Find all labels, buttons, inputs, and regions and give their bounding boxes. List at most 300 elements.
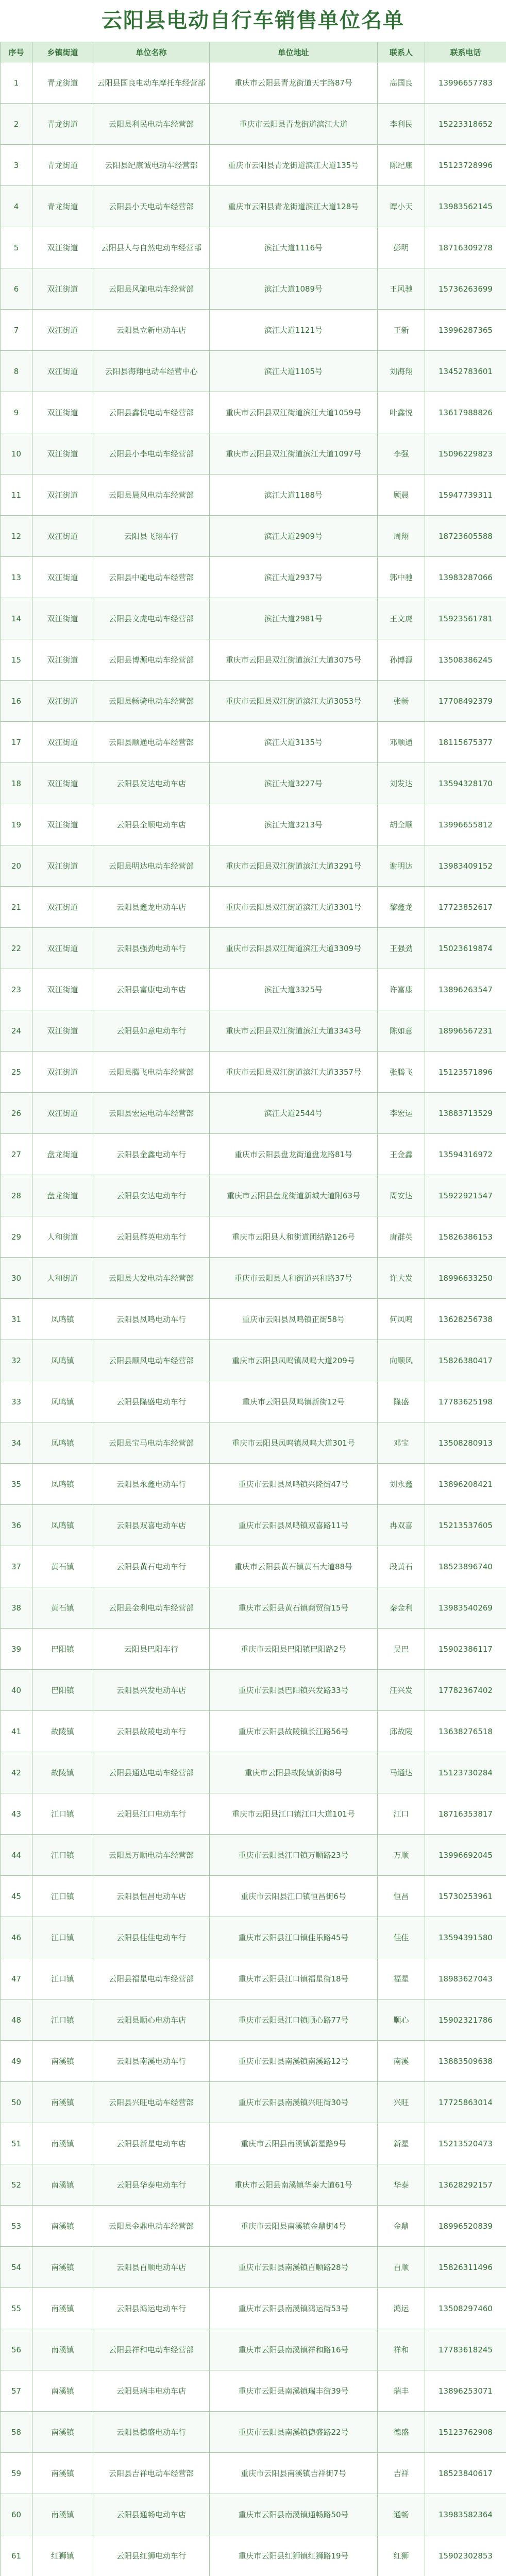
row-phone: 18523896740	[425, 1546, 506, 1587]
row-seq: 13	[1, 557, 32, 598]
table-row	[1, 1093, 506, 1134]
row-town: 盘龙街道	[32, 1134, 93, 1175]
row-seq: 59	[1, 2453, 32, 2494]
row-dealer-name: 云阳县南溪电动车行	[93, 2041, 210, 2082]
table-row	[1, 1711, 506, 1752]
header-col-phone: 联系电话	[425, 42, 506, 62]
table-row	[1, 1258, 506, 1299]
table-row	[1, 598, 506, 639]
row-phone: 17783618245	[425, 2329, 506, 2370]
row-address: 重庆市云阳县人和街道团结路126号	[210, 1216, 378, 1258]
row-phone: 13452783601	[425, 351, 506, 392]
row-address: 重庆市云阳县南溪镇瑞丰街39号	[210, 2370, 378, 2412]
row-town: 江口镇	[32, 1876, 93, 1917]
row-seq: 11	[1, 474, 32, 516]
row-town: 南溪镇	[32, 2041, 93, 2082]
table-row	[1, 62, 506, 104]
row-dealer-name: 云阳县隆盛电动车行	[93, 1381, 210, 1422]
row-contact: 周翔	[378, 516, 425, 557]
row-seq: 19	[1, 804, 32, 845]
row-town: 青龙街道	[32, 145, 93, 186]
row-address: 重庆市云阳县南溪镇华泰大道61号	[210, 2164, 378, 2206]
row-phone: 13983287066	[425, 557, 506, 598]
row-contact: 恒昌	[378, 1876, 425, 1917]
row-seq: 22	[1, 928, 32, 969]
row-phone: 13883713529	[425, 1093, 506, 1134]
row-phone: 13996655812	[425, 804, 506, 845]
row-contact: 段黄石	[378, 1546, 425, 1587]
row-contact: 顾晨	[378, 474, 425, 516]
row-address: 滨江大道1121号	[210, 310, 378, 351]
row-contact: 刘永鑫	[378, 1464, 425, 1505]
row-phone: 13638276518	[425, 1711, 506, 1752]
row-seq: 55	[1, 2288, 32, 2329]
table-row	[1, 1917, 506, 1958]
row-seq: 50	[1, 2082, 32, 2123]
row-dealer-name: 云阳县强劲电动车行	[93, 928, 210, 969]
row-seq: 56	[1, 2329, 32, 2370]
row-contact: 彭明	[378, 227, 425, 268]
row-dealer-name: 云阳县红狮电动车行	[93, 2535, 210, 2576]
row-town: 双江街道	[32, 804, 93, 845]
row-town: 双江街道	[32, 516, 93, 557]
row-address: 重庆市云阳县江口镇福星街18号	[210, 1958, 378, 1999]
table-row	[1, 681, 506, 722]
row-town: 南溪镇	[32, 2288, 93, 2329]
table-row	[1, 763, 506, 804]
row-address: 滨江大道2544号	[210, 1093, 378, 1134]
header-col-name: 单位名称	[93, 42, 210, 62]
row-town: 双江街道	[32, 598, 93, 639]
row-address: 重庆市云阳县凤鸣镇凤鸣大道301号	[210, 1422, 378, 1464]
header-col-town: 乡镇街道	[32, 42, 93, 62]
row-phone: 18996567231	[425, 1010, 506, 1052]
row-dealer-name: 云阳县福星电动车经营部	[93, 1958, 210, 1999]
row-seq: 39	[1, 1629, 32, 1670]
row-seq: 28	[1, 1175, 32, 1216]
row-town: 双江街道	[32, 474, 93, 516]
row-town: 南溪镇	[32, 2082, 93, 2123]
table-row	[1, 433, 506, 474]
table-row	[1, 2288, 506, 2329]
row-seq: 6	[1, 268, 32, 310]
row-phone: 17725863014	[425, 2082, 506, 2123]
table-row	[1, 2535, 506, 2576]
row-town: 双江街道	[32, 681, 93, 722]
row-phone: 13594328170	[425, 763, 506, 804]
row-town: 双江街道	[32, 928, 93, 969]
row-dealer-name: 云阳县永鑫电动车行	[93, 1464, 210, 1505]
row-town: 黄石镇	[32, 1546, 93, 1587]
row-address: 滨江大道3325号	[210, 969, 378, 1010]
table-row	[1, 1134, 506, 1175]
table-row	[1, 2164, 506, 2206]
row-address: 重庆市云阳县双江街道滨江大道3075号	[210, 639, 378, 681]
row-address: 重庆市云阳县南溪镇兴旺街30号	[210, 2082, 378, 2123]
row-contact: 王强劲	[378, 928, 425, 969]
row-seq: 14	[1, 598, 32, 639]
row-town: 人和街道	[32, 1258, 93, 1299]
row-town: 双江街道	[32, 1010, 93, 1052]
row-phone: 15736263699	[425, 268, 506, 310]
row-address: 重庆市云阳县故陵镇新街8号	[210, 1752, 378, 1793]
table-row	[1, 969, 506, 1010]
row-dealer-name: 云阳县文虎电动车经营部	[93, 598, 210, 639]
row-phone: 15023619874	[425, 928, 506, 969]
row-seq: 18	[1, 763, 32, 804]
row-address: 重庆市云阳县凤鸣镇兴隆街47号	[210, 1464, 378, 1505]
table-row	[1, 2494, 506, 2535]
row-address: 重庆市云阳县双江街道滨江大道1097号	[210, 433, 378, 474]
row-town: 双江街道	[32, 722, 93, 763]
row-dealer-name: 云阳县立新电动车店	[93, 310, 210, 351]
row-address: 重庆市云阳县双江街道滨江大道3343号	[210, 1010, 378, 1052]
row-phone: 13983540269	[425, 1587, 506, 1629]
row-seq: 15	[1, 639, 32, 681]
row-town: 江口镇	[32, 1835, 93, 1876]
row-contact: 鸿运	[378, 2288, 425, 2329]
row-seq: 5	[1, 227, 32, 268]
row-dealer-name: 云阳县宏运电动车经营部	[93, 1093, 210, 1134]
table-row	[1, 1546, 506, 1587]
table-row	[1, 1505, 506, 1546]
row-dealer-name: 云阳县畅骑电动车经营部	[93, 681, 210, 722]
row-seq: 9	[1, 392, 32, 433]
row-town: 双江街道	[32, 887, 93, 928]
row-town: 双江街道	[32, 310, 93, 351]
row-address: 重庆市云阳县巴阳镇巴阳路2号	[210, 1629, 378, 1670]
row-town: 黄石镇	[32, 1587, 93, 1629]
table-row	[1, 639, 506, 681]
row-dealer-name: 云阳县大发电动车经营部	[93, 1258, 210, 1299]
table-row	[1, 1752, 506, 1793]
row-phone: 13983409152	[425, 845, 506, 887]
row-seq: 33	[1, 1381, 32, 1422]
row-phone: 17783625198	[425, 1381, 506, 1422]
row-contact: 王金鑫	[378, 1134, 425, 1175]
row-contact: 江口	[378, 1793, 425, 1835]
row-contact: 冉双喜	[378, 1505, 425, 1546]
table-row	[1, 928, 506, 969]
row-town: 南溪镇	[32, 2370, 93, 2412]
table-row	[1, 310, 506, 351]
row-contact: 德盛	[378, 2412, 425, 2453]
row-contact: 王文虎	[378, 598, 425, 639]
row-dealer-name: 云阳县凤鸣电动车行	[93, 1299, 210, 1340]
row-dealer-name: 云阳县纪康诚电动车经营部	[93, 145, 210, 186]
row-address: 重庆市云阳县双江街道滨江大道3357号	[210, 1052, 378, 1093]
row-phone: 15223318652	[425, 104, 506, 145]
row-address: 滨江大道1116号	[210, 227, 378, 268]
row-phone: 15902386117	[425, 1629, 506, 1670]
row-seq: 30	[1, 1258, 32, 1299]
row-phone: 17708492379	[425, 681, 506, 722]
row-phone: 15096229823	[425, 433, 506, 474]
row-address: 重庆市云阳县南溪镇祥和路16号	[210, 2329, 378, 2370]
row-contact: 万顺	[378, 1835, 425, 1876]
row-dealer-name: 云阳县国良电动车摩托车经营部	[93, 62, 210, 104]
table-row	[1, 1793, 506, 1835]
row-town: 巴阳镇	[32, 1629, 93, 1670]
row-address: 重庆市云阳县南溪镇德盛路22号	[210, 2412, 378, 2453]
row-contact: 邓顺通	[378, 722, 425, 763]
row-contact: 许大发	[378, 1258, 425, 1299]
row-seq: 38	[1, 1587, 32, 1629]
header-row	[1, 42, 506, 62]
table-row	[1, 1876, 506, 1917]
row-town: 双江街道	[32, 557, 93, 598]
row-town: 双江街道	[32, 227, 93, 268]
row-town: 红狮镇	[32, 2535, 93, 2576]
row-contact: 瑞丰	[378, 2370, 425, 2412]
row-address: 滨江大道2937号	[210, 557, 378, 598]
row-address: 滨江大道3135号	[210, 722, 378, 763]
row-address: 重庆市云阳县南溪镇金鼎街4号	[210, 2206, 378, 2247]
table-row	[1, 516, 506, 557]
row-phone: 15123728996	[425, 145, 506, 186]
row-seq: 25	[1, 1052, 32, 1093]
row-phone: 13628256738	[425, 1299, 506, 1340]
row-address: 重庆市云阳县江口镇顺心路77号	[210, 1999, 378, 2041]
row-dealer-name: 云阳县海翔电动车经营中心	[93, 351, 210, 392]
row-contact: 汪兴发	[378, 1670, 425, 1711]
table-row	[1, 1999, 506, 2041]
row-seq: 43	[1, 1793, 32, 1835]
row-address: 重庆市云阳县青龙街道滨江大道	[210, 104, 378, 145]
row-town: 江口镇	[32, 1999, 93, 2041]
row-town: 南溪镇	[32, 2164, 93, 2206]
row-phone: 13628292157	[425, 2164, 506, 2206]
row-address: 重庆市云阳县南溪镇新星路9号	[210, 2123, 378, 2164]
row-contact: 向顺风	[378, 1340, 425, 1381]
row-phone: 13996692045	[425, 1835, 506, 1876]
row-address: 重庆市云阳县双江街道滨江大道3053号	[210, 681, 378, 722]
row-address: 重庆市云阳县凤鸣镇双喜路11号	[210, 1505, 378, 1546]
row-town: 双江街道	[32, 845, 93, 887]
row-phone: 15826311496	[425, 2247, 506, 2288]
row-dealer-name: 云阳县顺通电动车经营部	[93, 722, 210, 763]
row-town: 双江街道	[32, 433, 93, 474]
row-town: 双江街道	[32, 1052, 93, 1093]
row-seq: 47	[1, 1958, 32, 1999]
row-phone: 15123571896	[425, 1052, 506, 1093]
row-dealer-name: 云阳县晨风电动车经营部	[93, 474, 210, 516]
row-address: 重庆市云阳县黄石镇商贸街15号	[210, 1587, 378, 1629]
row-seq: 32	[1, 1340, 32, 1381]
row-seq: 34	[1, 1422, 32, 1464]
row-dealer-name: 云阳县吉祥电动车经营部	[93, 2453, 210, 2494]
row-contact: 高国良	[378, 62, 425, 104]
row-dealer-name: 云阳县鸿运电动车行	[93, 2288, 210, 2329]
row-town: 双江街道	[32, 969, 93, 1010]
table-row	[1, 227, 506, 268]
row-dealer-name: 云阳县中驰电动车经营部	[93, 557, 210, 598]
row-seq: 29	[1, 1216, 32, 1258]
row-address: 重庆市云阳县凤鸣镇新街12号	[210, 1381, 378, 1422]
row-phone: 17782367402	[425, 1670, 506, 1711]
row-contact: 周安达	[378, 1175, 425, 1216]
table-header	[1, 42, 506, 62]
table-row	[1, 1175, 506, 1216]
row-phone: 18115675377	[425, 722, 506, 763]
row-contact: 孙博源	[378, 639, 425, 681]
table-row	[1, 1299, 506, 1340]
row-phone: 13508386245	[425, 639, 506, 681]
row-phone: 18723605588	[425, 516, 506, 557]
table-row	[1, 1835, 506, 1876]
row-town: 凤鸣镇	[32, 1422, 93, 1464]
row-seq: 46	[1, 1917, 32, 1958]
row-address: 重庆市云阳县江口镇江口大道101号	[210, 1793, 378, 1835]
row-address: 重庆市云阳县南溪镇通畅路50号	[210, 2494, 378, 2535]
row-phone: 18523840617	[425, 2453, 506, 2494]
row-dealer-name: 云阳县利民电动车经营部	[93, 104, 210, 145]
row-phone: 17723852617	[425, 887, 506, 928]
row-town: 巴阳镇	[32, 1670, 93, 1711]
row-address: 重庆市云阳县故陵镇长江路56号	[210, 1711, 378, 1752]
row-seq: 1	[1, 62, 32, 104]
row-seq: 12	[1, 516, 32, 557]
row-contact: 马通达	[378, 1752, 425, 1793]
row-dealer-name: 云阳县江口电动车行	[93, 1793, 210, 1835]
row-contact: 南溪	[378, 2041, 425, 2082]
row-seq: 24	[1, 1010, 32, 1052]
row-phone: 18716353817	[425, 1793, 506, 1835]
row-contact: 祥和	[378, 2329, 425, 2370]
row-seq: 60	[1, 2494, 32, 2535]
row-seq: 35	[1, 1464, 32, 1505]
row-seq: 45	[1, 1876, 32, 1917]
row-phone: 13883509638	[425, 2041, 506, 2082]
row-town: 凤鸣镇	[32, 1381, 93, 1422]
row-address: 重庆市云阳县盘龙街道新城大道附63号	[210, 1175, 378, 1216]
row-dealer-name: 云阳县博源电动车经营部	[93, 639, 210, 681]
row-dealer-name: 云阳县黄石电动车行	[93, 1546, 210, 1587]
row-dealer-name: 云阳县如意电动车行	[93, 1010, 210, 1052]
table-row	[1, 2247, 506, 2288]
table-row	[1, 2082, 506, 2123]
row-phone: 15826380417	[425, 1340, 506, 1381]
row-seq: 58	[1, 2412, 32, 2453]
row-phone: 15123730284	[425, 1752, 506, 1793]
row-phone: 13594316972	[425, 1134, 506, 1175]
row-dealer-name: 云阳县双喜电动车店	[93, 1505, 210, 1546]
table-row	[1, 804, 506, 845]
row-contact: 李利民	[378, 104, 425, 145]
row-address: 重庆市云阳县凤鸣镇正街58号	[210, 1299, 378, 1340]
row-seq: 40	[1, 1670, 32, 1711]
table-row	[1, 2453, 506, 2494]
row-contact: 李强	[378, 433, 425, 474]
row-dealer-name: 云阳县祥和电动车经营部	[93, 2329, 210, 2370]
header-col-contact: 联系人	[378, 42, 425, 62]
row-town: 南溪镇	[32, 2247, 93, 2288]
row-dealer-name: 云阳县腾飞电动车经营部	[93, 1052, 210, 1093]
row-dealer-name: 云阳县新星电动车店	[93, 2123, 210, 2164]
row-address: 重庆市云阳县江口镇恒昌街6号	[210, 1876, 378, 1917]
row-town: 凤鸣镇	[32, 1464, 93, 1505]
row-phone: 18996520839	[425, 2206, 506, 2247]
row-seq: 61	[1, 2535, 32, 2576]
row-phone: 15826386153	[425, 1216, 506, 1258]
row-dealer-name: 云阳县发达电动车店	[93, 763, 210, 804]
row-seq: 36	[1, 1505, 32, 1546]
row-contact: 吉祥	[378, 2453, 425, 2494]
row-contact: 华泰	[378, 2164, 425, 2206]
row-address: 重庆市云阳县江口镇佳乐路45号	[210, 1917, 378, 1958]
row-phone: 18996633250	[425, 1258, 506, 1299]
row-seq: 57	[1, 2370, 32, 2412]
row-contact: 谢明达	[378, 845, 425, 887]
row-seq: 27	[1, 1134, 32, 1175]
row-address: 滨江大道1089号	[210, 268, 378, 310]
row-address: 重庆市云阳县人和街道兴和路37号	[210, 1258, 378, 1299]
table-row	[1, 722, 506, 763]
header-col-address: 单位地址	[210, 42, 378, 62]
row-seq: 21	[1, 887, 32, 928]
row-seq: 54	[1, 2247, 32, 2288]
table-row	[1, 2370, 506, 2412]
row-seq: 3	[1, 145, 32, 186]
row-contact: 顺心	[378, 1999, 425, 2041]
row-contact: 邱故陵	[378, 1711, 425, 1752]
row-dealer-name: 云阳县飞翔车行	[93, 516, 210, 557]
row-town: 凤鸣镇	[32, 1340, 93, 1381]
table-row	[1, 887, 506, 928]
row-town: 青龙街道	[32, 62, 93, 104]
row-town: 南溪镇	[32, 2206, 93, 2247]
row-town: 青龙街道	[32, 104, 93, 145]
row-seq: 41	[1, 1711, 32, 1752]
row-contact: 谭小天	[378, 186, 425, 227]
row-contact: 郭中驰	[378, 557, 425, 598]
row-dealer-name: 云阳县瑞丰电动车店	[93, 2370, 210, 2412]
table-row	[1, 1052, 506, 1093]
row-dealer-name: 云阳县顺心电动车店	[93, 1999, 210, 2041]
row-contact: 何凤鸣	[378, 1299, 425, 1340]
row-contact: 叶鑫悦	[378, 392, 425, 433]
table-row	[1, 104, 506, 145]
row-phone: 15213520473	[425, 2123, 506, 2164]
row-address: 重庆市云阳县双江街道滨江大道3301号	[210, 887, 378, 928]
row-phone: 13896253071	[425, 2370, 506, 2412]
table-row	[1, 2123, 506, 2164]
row-town: 双江街道	[32, 1093, 93, 1134]
row-contact: 刘海翔	[378, 351, 425, 392]
table-row	[1, 268, 506, 310]
row-contact: 张畅	[378, 681, 425, 722]
row-contact: 吴巴	[378, 1629, 425, 1670]
row-dealer-name: 云阳县巴阳车行	[93, 1629, 210, 1670]
row-address: 滨江大道2981号	[210, 598, 378, 639]
row-phone: 13983562145	[425, 186, 506, 227]
row-dealer-name: 云阳县金鼎电动车经营部	[93, 2206, 210, 2247]
row-contact: 红狮	[378, 2535, 425, 2576]
row-contact: 陈纪康	[378, 145, 425, 186]
row-dealer-name: 云阳县兴旺电动车经营部	[93, 2082, 210, 2123]
row-dealer-name: 云阳县恒昌电动车店	[93, 1876, 210, 1917]
row-address: 重庆市云阳县凤鸣镇凤鸣大道209号	[210, 1340, 378, 1381]
row-town: 江口镇	[32, 1917, 93, 1958]
row-address: 滨江大道1188号	[210, 474, 378, 516]
row-dealer-name: 云阳县百顺电动车店	[93, 2247, 210, 2288]
row-address: 重庆市云阳县红狮镇红狮路19号	[210, 2535, 378, 2576]
row-seq: 53	[1, 2206, 32, 2247]
row-town: 人和街道	[32, 1216, 93, 1258]
row-address: 重庆市云阳县双江街道滨江大道1059号	[210, 392, 378, 433]
row-dealer-name: 云阳县佳佳电动车行	[93, 1917, 210, 1958]
row-dealer-name: 云阳县富康电动车店	[93, 969, 210, 1010]
